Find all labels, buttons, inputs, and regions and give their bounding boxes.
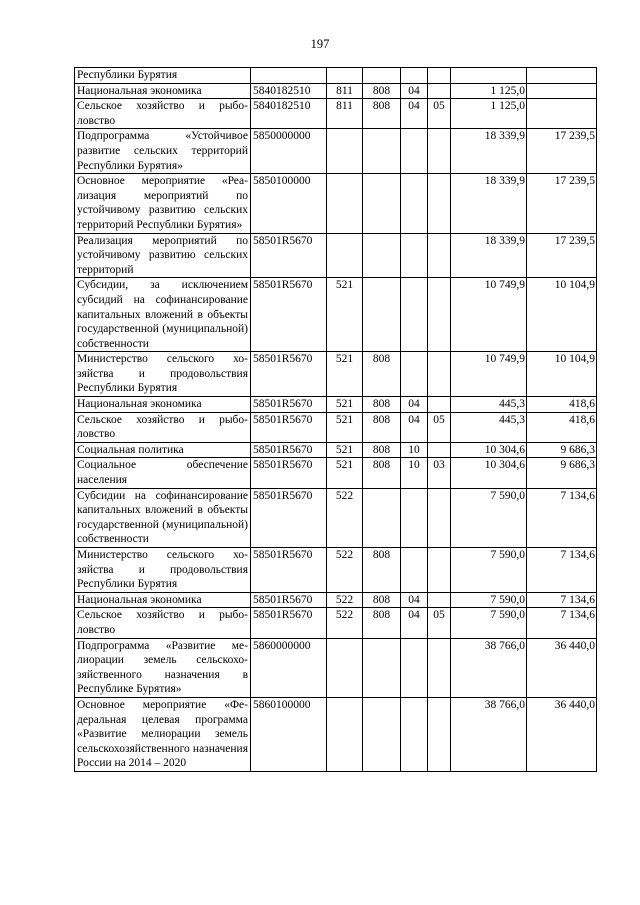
- cell-sum-year-2: 36 440,0: [527, 638, 597, 697]
- cell-sum-year-1: 10 749,9: [451, 278, 527, 352]
- cell-name: Сельское хозяйство и рыболовство: [75, 412, 251, 442]
- cell-sum-year-1: 38 766,0: [451, 638, 527, 697]
- cell-expense-type: 521: [327, 352, 363, 397]
- cell-subsection: [428, 592, 451, 608]
- cell-sum-year-2: [527, 68, 597, 84]
- cell-sum-year-2: 17 239,5: [527, 174, 597, 233]
- cell-sum-year-2: 7 134,6: [527, 548, 597, 593]
- cell-section: 04: [401, 397, 428, 413]
- cell-target-article: 58501R5670: [251, 352, 327, 397]
- cell-admin-code: 808: [363, 458, 401, 488]
- cell-expense-type: [327, 638, 363, 697]
- cell-sum-year-1: 18 339,9: [451, 233, 527, 278]
- cell-expense-type: [327, 68, 363, 84]
- cell-sum-year-2: 10 104,9: [527, 352, 597, 397]
- cell-name: Подпрограмма «Устойчивое развитие сельских территорий Республики Бурятия»: [75, 129, 251, 174]
- table-row: [75, 548, 597, 593]
- cell-name: Основное мероприятие «Реализация мероприятий по устойчивому развитию сельских территорий Республики Бурятия»: [75, 174, 251, 233]
- cell-target-article: 58501R5670: [251, 278, 327, 352]
- cell-section: 10: [401, 458, 428, 488]
- cell-expense-type: 521: [327, 397, 363, 413]
- cell-sum-year-1: 7 590,0: [451, 592, 527, 608]
- cell-sum-year-1: 18 339,9: [451, 174, 527, 233]
- cell-section: [401, 233, 428, 278]
- cell-sum-year-2: 36 440,0: [527, 697, 597, 771]
- cell-subsection: 05: [428, 99, 451, 129]
- cell-sum-year-2: 418,6: [527, 412, 597, 442]
- cell-expense-type: 522: [327, 592, 363, 608]
- cell-sum-year-2: 418,6: [527, 397, 597, 413]
- cell-admin-code: [363, 68, 401, 84]
- cell-target-article: 58501R5670: [251, 608, 327, 638]
- cell-target-article: 5840182510: [251, 83, 327, 99]
- cell-subsection: [428, 442, 451, 458]
- table-row: [75, 174, 597, 233]
- cell-sum-year-2: 7 134,6: [527, 592, 597, 608]
- cell-target-article: 5850000000: [251, 129, 327, 174]
- cell-admin-code: 808: [363, 608, 401, 638]
- cell-sum-year-2: 9 686,3: [527, 442, 597, 458]
- cell-section: 04: [401, 99, 428, 129]
- cell-subsection: [428, 352, 451, 397]
- cell-expense-type: 521: [327, 442, 363, 458]
- cell-sum-year-2: 17 239,5: [527, 233, 597, 278]
- cell-section: 04: [401, 592, 428, 608]
- cell-sum-year-1: 7 590,0: [451, 488, 527, 547]
- cell-section: 04: [401, 412, 428, 442]
- cell-name: Министерство сельского хозяйства и продовольствия Республики Бурятия: [75, 352, 251, 397]
- cell-subsection: [428, 129, 451, 174]
- cell-expense-type: [327, 174, 363, 233]
- cell-admin-code: 808: [363, 83, 401, 99]
- cell-section: [401, 174, 428, 233]
- table-row: [75, 412, 597, 442]
- table-row: [75, 488, 597, 547]
- cell-name: Субсидии на софинансирование капитальных вложений в объекты государственной (муниципальной) собственности: [75, 488, 251, 547]
- cell-name: Социальная политика: [75, 442, 251, 458]
- cell-subsection: [428, 488, 451, 547]
- cell-subsection: 05: [428, 412, 451, 442]
- cell-target-article: 58501R5670: [251, 458, 327, 488]
- cell-subsection: [428, 548, 451, 593]
- cell-target-article: 5860100000: [251, 697, 327, 771]
- cell-expense-type: 811: [327, 99, 363, 129]
- cell-sum-year-1: 445,3: [451, 412, 527, 442]
- cell-section: [401, 548, 428, 593]
- cell-name: Основное мероприятие «Федеральная целевая программа «Развитие мелиорации земель сельскохозяйственного назначения России на 2014 – 2020: [75, 697, 251, 771]
- cell-expense-type: [327, 233, 363, 278]
- cell-target-article: 58501R5670: [251, 412, 327, 442]
- table-row: [75, 458, 597, 488]
- table-row: [75, 697, 597, 771]
- cell-admin-code: [363, 129, 401, 174]
- cell-subsection: [428, 697, 451, 771]
- table-row: [75, 99, 597, 129]
- cell-name: Реализация мероприятий по устойчивому развитию сельских территорий: [75, 233, 251, 278]
- cell-sum-year-1: 7 590,0: [451, 548, 527, 593]
- cell-target-article: 58501R5670: [251, 592, 327, 608]
- cell-sum-year-1: 1 125,0: [451, 99, 527, 129]
- cell-subsection: [428, 233, 451, 278]
- page-number: 197: [310, 37, 330, 51]
- cell-target-article: 58501R5670: [251, 488, 327, 547]
- table-row: [75, 68, 597, 84]
- cell-subsection: [428, 83, 451, 99]
- cell-expense-type: [327, 129, 363, 174]
- cell-target-article: 5840182510: [251, 99, 327, 129]
- cell-section: [401, 278, 428, 352]
- cell-section: [401, 638, 428, 697]
- cell-admin-code: [363, 488, 401, 547]
- cell-section: 04: [401, 608, 428, 638]
- cell-name: Сельское хозяйство и рыболовство: [75, 608, 251, 638]
- cell-name: Социальное обеспечение населения: [75, 458, 251, 488]
- table-row: [75, 83, 597, 99]
- cell-sum-year-2: 17 239,5: [527, 129, 597, 174]
- cell-sum-year-1: 10 304,6: [451, 442, 527, 458]
- cell-admin-code: 808: [363, 99, 401, 129]
- cell-expense-type: 522: [327, 488, 363, 547]
- cell-sum-year-1: 18 339,9: [451, 129, 527, 174]
- cell-target-article: 58501R5670: [251, 233, 327, 278]
- cell-subsection: [428, 397, 451, 413]
- cell-name: Сельское хозяйство и рыболовство: [75, 99, 251, 129]
- cell-section: 10: [401, 442, 428, 458]
- cell-admin-code: [363, 278, 401, 352]
- cell-sum-year-1: 7 590,0: [451, 608, 527, 638]
- cell-section: [401, 129, 428, 174]
- cell-expense-type: 521: [327, 458, 363, 488]
- cell-admin-code: 808: [363, 352, 401, 397]
- cell-sum-year-2: 10 104,9: [527, 278, 597, 352]
- cell-admin-code: 808: [363, 397, 401, 413]
- cell-subsection: [428, 638, 451, 697]
- table-row: [75, 592, 597, 608]
- cell-subsection: 03: [428, 458, 451, 488]
- cell-target-article: 5860000000: [251, 638, 327, 697]
- cell-sum-year-1: 10 749,9: [451, 352, 527, 397]
- cell-sum-year-1: 1 125,0: [451, 83, 527, 99]
- cell-expense-type: 522: [327, 548, 363, 593]
- cell-sum-year-1: 10 304,6: [451, 458, 527, 488]
- cell-subsection: [428, 68, 451, 84]
- cell-admin-code: [363, 638, 401, 697]
- cell-admin-code: [363, 174, 401, 233]
- cell-sum-year-2: 9 686,3: [527, 458, 597, 488]
- cell-name: Республики Бурятия: [75, 68, 251, 84]
- table-body: [75, 68, 597, 772]
- cell-target-article: 58501R5670: [251, 548, 327, 593]
- cell-admin-code: 808: [363, 442, 401, 458]
- table-row: [75, 442, 597, 458]
- cell-admin-code: 808: [363, 412, 401, 442]
- cell-section: 04: [401, 83, 428, 99]
- budget-table: [74, 67, 597, 772]
- table-row: [75, 233, 597, 278]
- cell-name: Национальная экономика: [75, 397, 251, 413]
- cell-subsection: [428, 278, 451, 352]
- cell-sum-year-1: 445,3: [451, 397, 527, 413]
- cell-target-article: 58501R5670: [251, 397, 327, 413]
- table-row: [75, 352, 597, 397]
- cell-expense-type: [327, 697, 363, 771]
- cell-section: [401, 68, 428, 84]
- cell-sum-year-2: [527, 99, 597, 129]
- cell-target-article: 5850100000: [251, 174, 327, 233]
- cell-expense-type: 811: [327, 83, 363, 99]
- cell-target-article: 58501R5670: [251, 442, 327, 458]
- cell-admin-code: [363, 233, 401, 278]
- cell-name: Подпрограмма «Развитие мелиорации земель сельскохозяйственного назначения в Республике Бурятия»: [75, 638, 251, 697]
- cell-expense-type: 522: [327, 608, 363, 638]
- cell-subsection: 05: [428, 608, 451, 638]
- cell-section: [401, 488, 428, 547]
- cell-sum-year-1: 38 766,0: [451, 697, 527, 771]
- table-row: [75, 638, 597, 697]
- cell-admin-code: 808: [363, 592, 401, 608]
- cell-subsection: [428, 174, 451, 233]
- table-row: [75, 278, 597, 352]
- cell-name: Национальная экономика: [75, 83, 251, 99]
- table-row: [75, 397, 597, 413]
- cell-sum-year-2: [527, 83, 597, 99]
- cell-section: [401, 352, 428, 397]
- table-row: [75, 129, 597, 174]
- table-row: [75, 608, 597, 638]
- cell-sum-year-1: [451, 68, 527, 84]
- cell-expense-type: 521: [327, 278, 363, 352]
- cell-target-article: [251, 68, 327, 84]
- cell-section: [401, 697, 428, 771]
- cell-admin-code: [363, 697, 401, 771]
- cell-expense-type: 521: [327, 412, 363, 442]
- cell-name: Министерство сельского хозяйства и продовольствия Республики Бурятия: [75, 548, 251, 593]
- cell-admin-code: 808: [363, 548, 401, 593]
- cell-sum-year-2: 7 134,6: [527, 608, 597, 638]
- cell-sum-year-2: 7 134,6: [527, 488, 597, 547]
- cell-name: Субсидии, за исключением субсидий на софинансирование капитальных вложений в объекты государственной (муниципальной) собственности: [75, 278, 251, 352]
- cell-name: Национальная экономика: [75, 592, 251, 608]
